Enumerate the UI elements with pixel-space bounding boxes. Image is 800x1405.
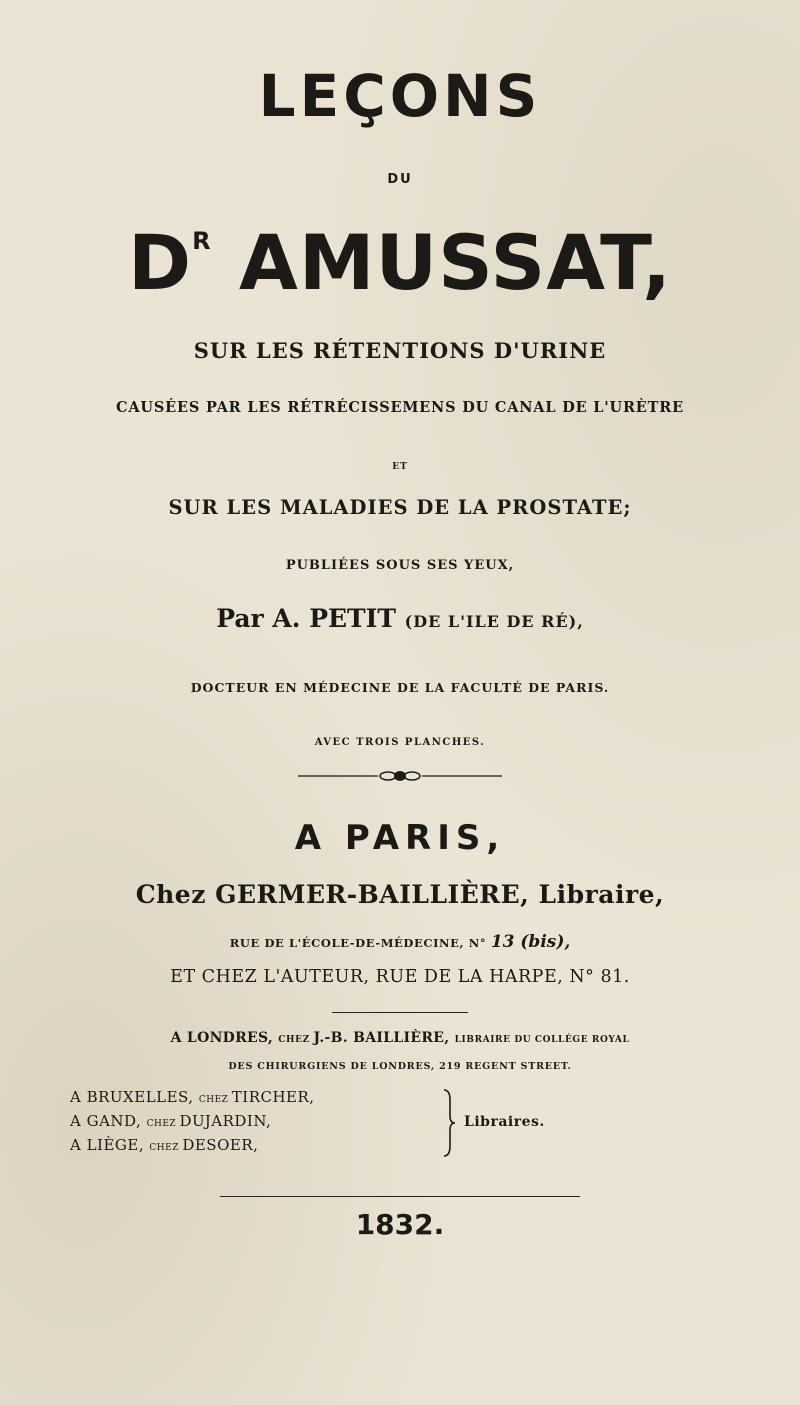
title-amussat: AMUSSAT, [239,218,673,307]
subject-line-3: SUR LES MALADIES DE LA PROSTATE; [168,496,632,519]
divider-rule [332,1012,468,1013]
city-gand [70,1112,271,1130]
city-liege [70,1136,258,1154]
street-number: 13 (bis), [490,932,571,952]
by-prefix: Par A. PETIT [216,604,396,633]
brace-icon [442,1088,456,1158]
libraires-label: Libraires. [464,1114,545,1130]
subject-line-2: CAUSÉES PAR LES RÉTRÉCISSEMENS DU CANAL DE L'URÈTRE [116,399,684,416]
published-line: PUBLIÉES SOUS SES YEUX, [285,558,515,573]
city-name: A GAND, [70,1112,147,1130]
london-role: LIBRAIRE DU COLLÉGE ROYAL [454,1035,630,1045]
street-line [0,932,800,952]
publication-year: 1832. [355,1208,445,1241]
subject-et: ET [392,462,408,472]
title-dr: D [127,218,193,307]
subject-line-1: SUR LES RÉTENTIONS D'URINE [193,338,607,363]
author-address: ET CHEZ L'AUTEUR, RUE DE LA HARPE, N° 81. [170,967,630,987]
city-bookseller: TIRCHER, [231,1088,315,1106]
london-chez: CHEZ [278,1035,314,1045]
by-suffix: (DE L'ILE DE RÉ), [404,612,584,631]
london-line [0,1030,800,1046]
london-main: A LONDRES, [170,1030,279,1046]
london-line-2: DES CHIRURGIENS DE LONDRES, 219 REGENT STREET. [228,1061,572,1072]
city-chez: CHEZ [146,1119,180,1129]
doctor-line: DOCTEUR EN MÉDECINE DE LA FACULTÉ DE PARIS. [190,680,610,695]
title-du: DU [387,172,413,187]
city-chez: CHEZ [149,1143,183,1153]
city-bookseller: DESOER, [182,1136,259,1154]
london-name: J.-B. BAILLIÈRE, [313,1030,455,1046]
title-dr-sup: R [192,227,212,255]
publisher-line: Chez GERMER-BAILLIÈRE, Libraire, [135,880,665,909]
city-bruxelles [70,1088,315,1106]
ornament-divider-icon [298,770,502,782]
city-chez: CHEZ [198,1095,232,1105]
author-name [0,218,800,307]
title-lecons: LEÇONS [258,62,542,130]
street-prefix: RUE DE L'ÉCOLE-DE-MÉDECINE, N° [229,936,491,950]
divider-rule-2 [220,1196,580,1197]
imprint-city: A PARIS, [294,818,506,858]
city-bookseller: DUJARDIN, [179,1112,272,1130]
city-name: A LIÈGE, [70,1136,150,1154]
by-line [0,604,800,633]
city-name: A BRUXELLES, [70,1088,199,1106]
plates-line: AVEC TROIS PLANCHES. [314,737,486,748]
